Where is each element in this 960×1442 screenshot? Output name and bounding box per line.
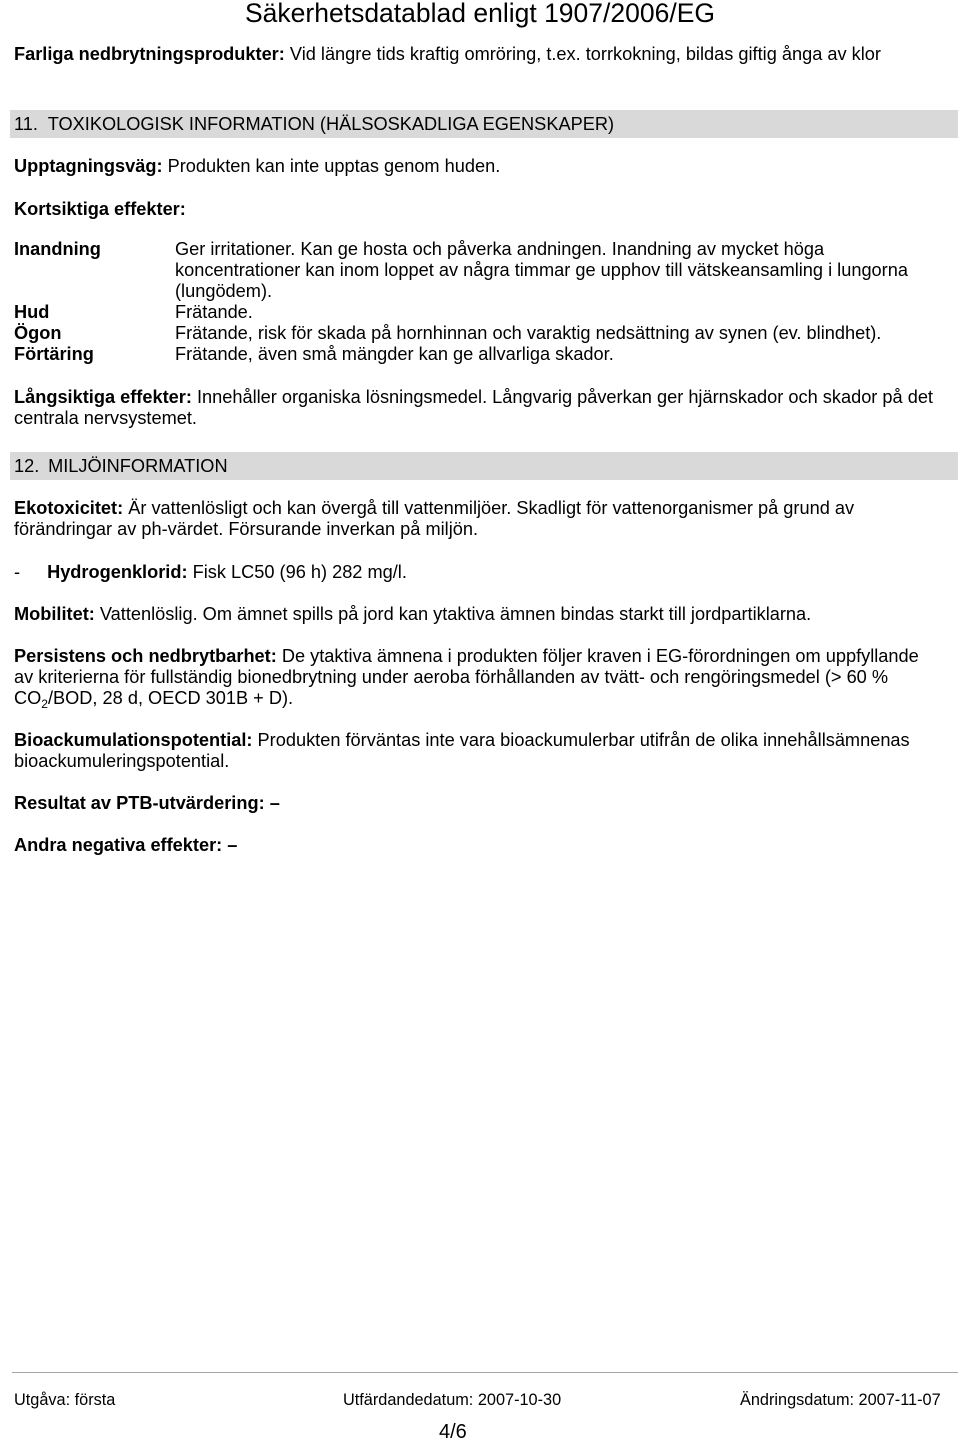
section-12-heading [14,452,228,480]
hazardous-decomposition-label: Farliga nedbrytningsprodukter: [14,44,285,64]
bioaccumulation-first-line [14,730,910,751]
effects-value-line: Frätande. [175,302,253,322]
effects-value-line: (lungödem). [175,281,273,301]
exposure-route-text: Produkten kan inte upptas genom huden. [167,156,501,176]
effects-row-eyes [14,323,944,344]
long-term-effects-text: Innehåller organiska lösningsmedel. Långvarig påverkan ger hjärnskador och skador på det [196,387,933,407]
short-term-effects-heading: Kortsiktiga effekter: [14,199,186,219]
substance-value: Fisk LC50 (96 h) 282 mg/l. [192,562,407,582]
effects-row-ingestion [14,344,944,365]
ecotoxicity-list-item [14,562,407,583]
effects-row-inhalation [14,239,944,302]
bioaccumulation-label: Bioackumulationspotential: [14,730,253,750]
persistence-last-line [14,688,919,709]
pbt-assessment-line [14,793,280,814]
effects-row-value [175,302,944,323]
effects-row-value [175,323,944,344]
long-term-effects [14,387,933,429]
footer-edition: Utgåva: första [14,1391,116,1409]
bioaccumulation-text-continued: bioackumuleringspotential. [14,751,230,771]
persistence-text: De ytaktiva ämnena i produkten följer kraven i EG-förordningen om uppfyllande [281,646,919,666]
exposure-route-label: Upptagningsväg: [14,156,163,176]
ecotoxicity-text: Är vattenlösligt och kan övergå till vattenmiljöer. Skadligt för vattenorganismer på grund av [128,498,855,518]
footer-revision-date: Ändringsdatum: 2007-11-07 [740,1391,941,1409]
section-12-title: MILJÖINFORMATION [48,456,228,476]
document-title: Säkerhetsdatablad enligt 1907/2006/EG [245,0,715,28]
persistence-last-text: /BOD, 28 d, OECD 301B + D). [47,688,294,708]
bioaccumulation-text: Produkten förväntas inte vara bioackumulerbar utifrån de olika innehållsämnenas [257,730,910,750]
mobility-label: Mobilitet: [14,604,95,624]
section-12-number: 12. [14,456,40,476]
ecotoxicity-label: Ekotoxicitet: [14,498,124,518]
effects-value-line: Frätande, även små mängder kan ge allvarliga skador. [175,344,614,364]
effects-value-line: koncentrationer kan inom loppet av några timmar ge upphov till vätskeansamling i lungorna [175,260,908,280]
substance-label: Hydrogenklorid: [47,562,188,582]
hazardous-decomposition-line [14,44,881,65]
section-11-header [10,110,958,138]
persistence-first-line [14,646,919,667]
long-term-effects-text-continued: centrala nervsystemet. [14,408,197,428]
exposure-route-line [14,156,500,177]
long-term-effects-first-line [14,387,933,408]
long-term-effects-label: Långsiktiga effekter: [14,387,192,407]
section-11-number: 11. [14,114,38,134]
footer-divider [12,1372,958,1373]
page-number: 4/6 [439,1421,467,1442]
co2-subscript: 2 [41,697,48,711]
section-12-header [10,452,958,480]
other-effects-value: – [227,835,238,855]
effects-row-label: Hud [14,302,50,322]
footer-issue-date: Utfärdandedatum: 2007-10-30 [343,1391,562,1409]
other-effects-line [14,835,237,856]
section-11-heading [14,110,614,138]
mobility-line [14,604,811,625]
ecotoxicity [14,498,854,540]
mobility-text: Vattenlöslig. Om ämnet spills på jord kan ytaktiva ämnen bindas starkt till jordpartiklarna. [99,604,812,624]
co2-formula-base: CO [14,688,42,708]
other-effects-label: Andra negativa effekter: [14,835,223,855]
ecotoxicity-text-continued: förändringar av ph-värdet. Försurande inverkan på miljön. [14,519,479,539]
ecotoxicity-first-line [14,498,854,519]
persistence [14,646,919,709]
effects-value-line: Ger irritationer. Kan ge hosta och påverka andningen. Inandning av mycket höga [175,239,825,259]
pbt-assessment-label: Resultat av PTB-utvärdering: [14,793,265,813]
hazardous-decomposition-text: Vid längre tids kraftig omröring, t.ex. torrkokning, bildas giftig ånga av klor [289,44,881,64]
bioaccumulation [14,730,910,772]
effects-row-value [175,239,944,302]
short-term-effects-table [14,239,944,365]
section-11-title: TOXIKOLOGISK INFORMATION (HÄLSOSKADLIGA EGENSKAPER) [47,114,615,134]
effects-row-value [175,344,944,365]
effects-row-label: Ögon [14,323,62,343]
pbt-assessment-value: – [269,793,280,813]
effects-row-skin [14,302,944,323]
effects-row-label: Inandning [14,239,101,259]
persistence-label: Persistens och nedbrytbarhet: [14,646,277,666]
effects-row-label: Förtäring [14,344,94,364]
persistence-text-continued: av kriterierna för fullständig bionedbrytning under aeroba förhållanden av tvätt- och rengöringsmedel (> 60 % [14,667,889,687]
list-bullet: - [14,562,21,582]
effects-value-line: Frätande, risk för skada på hornhinnan och varaktig nedsättning av synen (ev. blindhet). [175,323,882,343]
